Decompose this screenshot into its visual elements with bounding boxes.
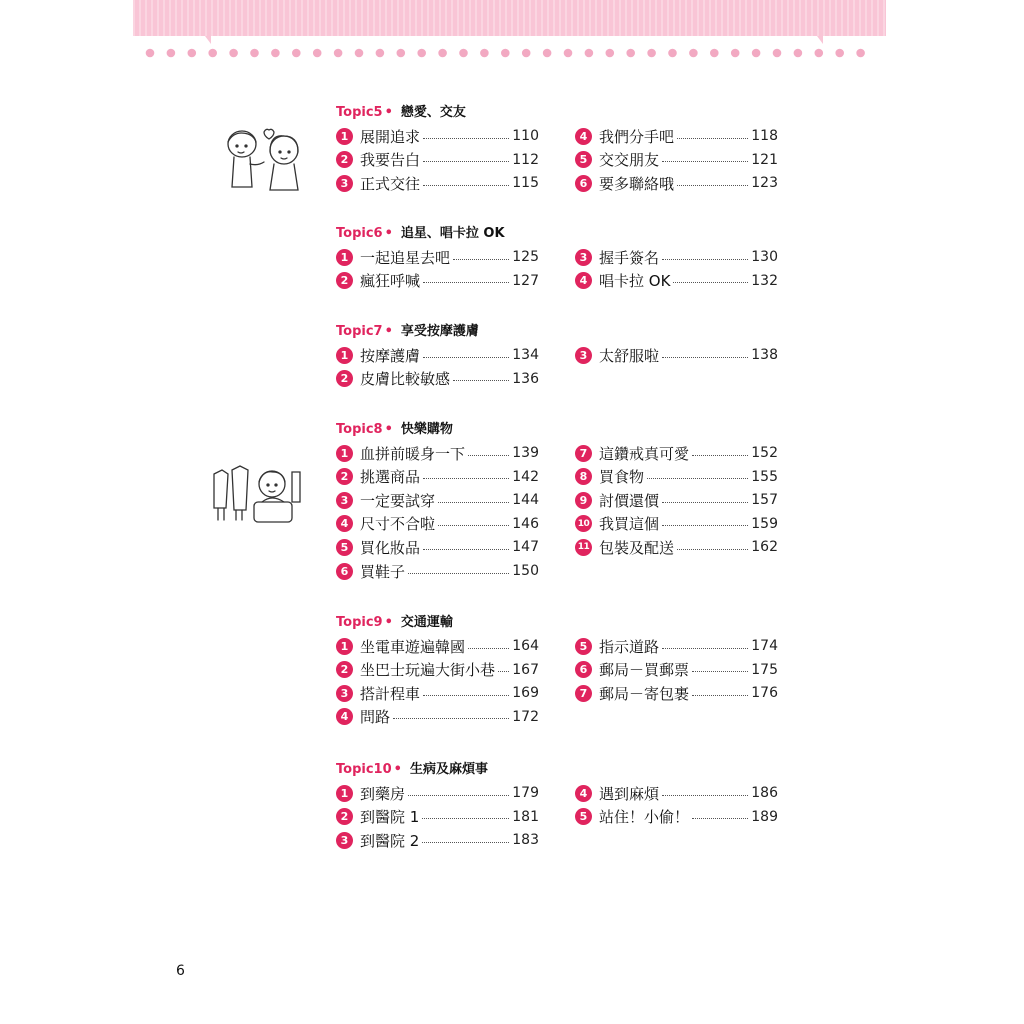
entry-title: 這鑽戒真可愛 bbox=[599, 444, 690, 463]
number-badge: 1 bbox=[336, 638, 353, 655]
number-badge: 3 bbox=[575, 347, 592, 364]
entry-page-number: 142 bbox=[512, 468, 539, 485]
number-badge: 11 bbox=[575, 539, 592, 556]
entry-title: 尺寸不合啦 bbox=[360, 515, 436, 534]
number-badge: 6 bbox=[575, 661, 592, 678]
entry-title: 我買這個 bbox=[599, 515, 660, 534]
entry-page-number: 118 bbox=[751, 128, 778, 144]
entry-title: 問路 bbox=[360, 708, 391, 727]
number-badge: 5 bbox=[336, 539, 353, 556]
entry-title: 太舒服啦 bbox=[599, 346, 660, 365]
border-dot bbox=[480, 49, 489, 58]
entry-title: 皮膚比較敏感 bbox=[360, 370, 451, 389]
topic-title: 交通運輸 bbox=[400, 615, 453, 630]
toc-entry[interactable] bbox=[575, 489, 778, 511]
toc-entry[interactable] bbox=[575, 149, 778, 171]
topic-label: Topic5 bbox=[336, 105, 383, 120]
border-dot bbox=[856, 49, 865, 58]
toc-entry[interactable] bbox=[336, 125, 539, 147]
border-dot bbox=[752, 49, 761, 58]
dot-leader bbox=[468, 455, 509, 456]
dot-leader bbox=[662, 502, 748, 503]
entry-page-number: 144 bbox=[512, 492, 539, 509]
toc-entry[interactable] bbox=[336, 489, 539, 511]
number-badge: 4 bbox=[336, 708, 353, 725]
dot-leader bbox=[423, 549, 509, 550]
border-dot bbox=[292, 49, 301, 58]
entry-title: 唱卡拉 OK bbox=[599, 272, 671, 291]
entry-page-number: 174 bbox=[751, 638, 778, 654]
entry-page-number: 130 bbox=[751, 249, 778, 265]
number-badge: 3 bbox=[336, 685, 353, 702]
toc-entry[interactable] bbox=[336, 536, 539, 558]
toc-entry[interactable] bbox=[336, 706, 539, 728]
border-dot bbox=[167, 49, 176, 58]
border-dot bbox=[606, 49, 615, 58]
entry-page-number: 175 bbox=[751, 661, 778, 678]
number-badge: 6 bbox=[575, 175, 592, 192]
border-dot bbox=[501, 49, 510, 58]
border-dot bbox=[773, 49, 782, 58]
toc-entry[interactable] bbox=[336, 635, 539, 657]
topic-label: Topic9 bbox=[336, 615, 383, 630]
entry-page-number: 169 bbox=[512, 685, 539, 702]
topic-heading bbox=[336, 418, 453, 437]
border-dot bbox=[585, 49, 594, 58]
border-dot bbox=[626, 49, 635, 58]
number-badge: 4 bbox=[575, 785, 592, 802]
toc-entry[interactable] bbox=[575, 682, 778, 704]
topic-heading bbox=[336, 611, 453, 630]
topic-heading bbox=[336, 320, 479, 339]
toc-entry[interactable] bbox=[575, 172, 778, 194]
entry-page-number: 139 bbox=[512, 445, 539, 461]
entry-title: 遇到麻煩 bbox=[599, 784, 660, 803]
dot-leader bbox=[677, 185, 748, 186]
dot-leader bbox=[423, 161, 509, 162]
entry-title: 一定要試穿 bbox=[360, 491, 436, 510]
number-badge: 1 bbox=[336, 785, 353, 802]
border-dot bbox=[689, 49, 698, 58]
border-dot bbox=[229, 49, 238, 58]
dot-leader bbox=[453, 259, 509, 260]
entry-title: 正式交往 bbox=[360, 174, 421, 193]
border-dot bbox=[710, 49, 719, 58]
dot-leader bbox=[662, 648, 748, 649]
entry-title: 包裝及配送 bbox=[599, 538, 675, 557]
toc-entry[interactable] bbox=[336, 806, 539, 828]
dot-leader bbox=[408, 573, 509, 574]
dot-leader bbox=[423, 282, 509, 283]
dot-leader bbox=[468, 648, 509, 649]
entry-title: 要多聯絡哦 bbox=[599, 174, 675, 193]
page-number: 6 bbox=[176, 963, 185, 979]
border-dot bbox=[794, 49, 803, 58]
bullet-icon: • bbox=[384, 324, 393, 339]
dot-leader bbox=[662, 357, 748, 358]
number-badge: 4 bbox=[575, 272, 592, 289]
entry-page-number: 146 bbox=[512, 515, 539, 532]
entry-title: 一起追星去吧 bbox=[360, 248, 451, 267]
toc-entry[interactable] bbox=[575, 344, 778, 366]
number-badge: 10 bbox=[575, 515, 592, 532]
toc-entry[interactable] bbox=[575, 513, 778, 535]
toc-entry[interactable] bbox=[336, 442, 539, 464]
topic-title: 快樂購物 bbox=[400, 422, 453, 437]
entry-page-number: 172 bbox=[512, 708, 539, 725]
border-dot bbox=[647, 49, 656, 58]
entry-title: 搭計程車 bbox=[360, 684, 421, 703]
dot-leader bbox=[662, 259, 748, 260]
entry-title: 指示道路 bbox=[599, 637, 660, 656]
toc-entry[interactable] bbox=[336, 246, 539, 268]
entry-page-number: 112 bbox=[512, 151, 539, 168]
entry-title: 郵局－買郵票 bbox=[599, 661, 690, 680]
entry-title: 按摩護膚 bbox=[360, 346, 421, 365]
bullet-icon: • bbox=[384, 105, 393, 120]
border-dot bbox=[250, 49, 259, 58]
topic-label: Topic10 bbox=[336, 762, 392, 777]
bullet-icon: • bbox=[384, 422, 393, 437]
toc-entry[interactable] bbox=[575, 466, 778, 488]
dot-leader bbox=[423, 138, 509, 139]
border-dot bbox=[417, 49, 426, 58]
number-badge: 7 bbox=[575, 445, 592, 462]
number-badge: 2 bbox=[336, 808, 353, 825]
dot-leader bbox=[692, 818, 748, 819]
entry-title: 血拼前暖身一下 bbox=[360, 444, 466, 463]
number-badge: 2 bbox=[336, 370, 353, 387]
dot-leader bbox=[422, 842, 509, 843]
dot-leader bbox=[423, 357, 509, 358]
entry-title: 坐巴士玩遍大街小巷 bbox=[360, 661, 496, 680]
toc-entry[interactable] bbox=[336, 560, 539, 582]
toc-entry[interactable] bbox=[575, 806, 778, 828]
entry-page-number: 179 bbox=[512, 785, 539, 801]
number-badge: 1 bbox=[336, 347, 353, 364]
topic-title: 生病及麻煩事 bbox=[409, 762, 488, 777]
dot-leader bbox=[662, 525, 748, 526]
toc-entry[interactable] bbox=[336, 513, 539, 535]
topic-heading bbox=[336, 758, 488, 777]
toc-entry[interactable] bbox=[336, 172, 539, 194]
entry-title: 交交朋友 bbox=[599, 151, 660, 170]
border-dot bbox=[459, 49, 468, 58]
dot-leader bbox=[498, 671, 509, 672]
entry-page-number: 176 bbox=[751, 685, 778, 702]
entry-page-number: 167 bbox=[512, 661, 539, 678]
topic-label: Topic6 bbox=[336, 226, 383, 241]
shopping-sketch-icon bbox=[208, 464, 308, 530]
entry-page-number: 136 bbox=[512, 370, 539, 387]
toc-entry[interactable] bbox=[575, 635, 778, 657]
dot-leader bbox=[423, 478, 509, 479]
border-dot bbox=[564, 49, 573, 58]
entry-title: 討價還價 bbox=[599, 491, 660, 510]
entry-title: 握手簽名 bbox=[599, 248, 660, 267]
border-dot bbox=[271, 49, 280, 58]
entry-page-number: 110 bbox=[512, 128, 539, 144]
entry-title: 買化妝品 bbox=[360, 538, 421, 557]
dot-leader bbox=[662, 795, 748, 796]
topic-label: Topic8 bbox=[336, 422, 383, 437]
border-dot bbox=[815, 49, 824, 58]
number-badge: 4 bbox=[575, 128, 592, 145]
number-badge: 6 bbox=[336, 563, 353, 580]
entry-page-number: 155 bbox=[751, 468, 778, 485]
entry-title: 到醫院 1 bbox=[360, 808, 420, 827]
number-badge: 5 bbox=[575, 638, 592, 655]
bullet-icon: • bbox=[393, 762, 402, 777]
entry-page-number: 115 bbox=[512, 175, 539, 192]
dot-leader bbox=[453, 380, 509, 381]
entry-page-number: 123 bbox=[751, 175, 778, 192]
dot-leader bbox=[422, 818, 509, 819]
entry-page-number: 138 bbox=[751, 347, 778, 363]
entry-page-number: 181 bbox=[512, 808, 539, 825]
topic-title: 享受按摩護膚 bbox=[400, 324, 479, 339]
number-badge: 1 bbox=[336, 249, 353, 266]
topic-heading bbox=[336, 222, 505, 241]
toc-entry[interactable] bbox=[336, 659, 539, 681]
dot-leader bbox=[692, 671, 748, 672]
entry-title: 我們分手吧 bbox=[599, 127, 675, 146]
entry-title: 郵局－寄包裹 bbox=[599, 684, 690, 703]
entry-page-number: 150 bbox=[512, 563, 539, 579]
border-dot bbox=[208, 49, 217, 58]
entry-title: 到藥房 bbox=[360, 784, 406, 803]
entry-page-number: 189 bbox=[751, 808, 778, 825]
entry-title: 到醫院 2 bbox=[360, 831, 420, 850]
toc-entry[interactable] bbox=[336, 466, 539, 488]
dot-leader bbox=[423, 185, 509, 186]
dot-leader bbox=[677, 138, 748, 139]
header-band bbox=[133, 0, 886, 36]
entry-page-number: 127 bbox=[512, 272, 539, 289]
border-dot bbox=[313, 49, 322, 58]
number-badge: 3 bbox=[336, 492, 353, 509]
number-badge: 8 bbox=[575, 468, 592, 485]
entry-page-number: 164 bbox=[512, 638, 539, 654]
entry-page-number: 132 bbox=[751, 272, 778, 289]
toc-entry[interactable] bbox=[336, 149, 539, 171]
entry-title: 站住！小偷！ bbox=[599, 808, 690, 827]
toc-entry[interactable] bbox=[575, 246, 778, 268]
number-badge: 1 bbox=[336, 128, 353, 145]
toc-entry[interactable] bbox=[336, 344, 539, 366]
bullet-icon: • bbox=[384, 615, 393, 630]
number-badge: 1 bbox=[336, 445, 353, 462]
border-dot bbox=[397, 49, 406, 58]
toc-entry[interactable] bbox=[336, 682, 539, 704]
toc-entry[interactable] bbox=[575, 659, 778, 681]
speech-tail bbox=[205, 36, 211, 44]
entry-title: 買鞋子 bbox=[360, 562, 406, 581]
topic-heading bbox=[336, 101, 466, 120]
toc-entry[interactable] bbox=[336, 829, 539, 851]
number-badge: 3 bbox=[336, 175, 353, 192]
entry-page-number: 121 bbox=[751, 151, 778, 168]
border-dot bbox=[522, 49, 531, 58]
number-badge: 5 bbox=[575, 151, 592, 168]
border-dot bbox=[835, 49, 844, 58]
entry-title: 坐電車遊遍韓國 bbox=[360, 637, 466, 656]
entry-page-number: 183 bbox=[512, 832, 539, 849]
number-badge: 3 bbox=[575, 249, 592, 266]
dot-leader bbox=[408, 795, 509, 796]
dot-leader bbox=[647, 478, 748, 479]
entry-title: 瘋狂呼喊 bbox=[360, 272, 421, 291]
toc-entry[interactable] bbox=[575, 442, 778, 464]
dot-border bbox=[133, 36, 886, 66]
dot-leader bbox=[662, 161, 748, 162]
number-badge: 7 bbox=[575, 685, 592, 702]
border-dot bbox=[376, 49, 385, 58]
number-badge: 9 bbox=[575, 492, 592, 509]
entry-page-number: 152 bbox=[751, 445, 778, 461]
entry-page-number: 147 bbox=[512, 539, 539, 556]
border-dot bbox=[188, 49, 197, 58]
dot-leader bbox=[423, 695, 509, 696]
toc-entry[interactable] bbox=[575, 782, 778, 804]
entry-page-number: 125 bbox=[512, 249, 539, 265]
toc-entry[interactable] bbox=[575, 536, 778, 558]
dot-leader bbox=[438, 525, 509, 526]
entry-title: 展開追求 bbox=[360, 127, 421, 146]
entry-title: 挑選商品 bbox=[360, 468, 421, 487]
number-badge: 2 bbox=[336, 661, 353, 678]
speech-tail bbox=[817, 36, 823, 44]
dot-leader bbox=[393, 718, 509, 719]
number-badge: 3 bbox=[336, 832, 353, 849]
topic-label: Topic7 bbox=[336, 324, 383, 339]
number-badge: 4 bbox=[336, 515, 353, 532]
dot-leader bbox=[673, 282, 748, 283]
entry-title: 買食物 bbox=[599, 468, 645, 487]
toc-entry[interactable] bbox=[336, 270, 539, 292]
entry-title: 我要告白 bbox=[360, 151, 421, 170]
dot-leader bbox=[677, 549, 748, 550]
number-badge: 5 bbox=[575, 808, 592, 825]
border-dot bbox=[355, 49, 364, 58]
toc-entry[interactable] bbox=[336, 782, 539, 804]
toc-entry[interactable] bbox=[575, 270, 778, 292]
border-dot bbox=[668, 49, 677, 58]
number-badge: 2 bbox=[336, 468, 353, 485]
entry-page-number: 134 bbox=[512, 347, 539, 363]
number-badge: 2 bbox=[336, 272, 353, 289]
toc-entry[interactable] bbox=[336, 368, 539, 390]
bullet-icon: • bbox=[384, 226, 393, 241]
dot-leader bbox=[692, 695, 748, 696]
border-dot bbox=[543, 49, 552, 58]
toc-entry[interactable] bbox=[575, 125, 778, 147]
border-dot bbox=[146, 49, 155, 58]
border-dot bbox=[731, 49, 740, 58]
topic-title: 戀愛、交友 bbox=[400, 105, 466, 120]
entry-page-number: 159 bbox=[751, 515, 778, 532]
border-dot bbox=[334, 49, 343, 58]
dot-leader bbox=[438, 502, 509, 503]
topic-title: 追星、唱卡拉 OK bbox=[400, 226, 505, 241]
entry-page-number: 157 bbox=[751, 492, 778, 509]
border-dot bbox=[438, 49, 447, 58]
couple-sketch-icon bbox=[216, 124, 312, 196]
entry-page-number: 186 bbox=[751, 785, 778, 801]
dot-leader bbox=[692, 455, 748, 456]
entry-page-number: 162 bbox=[751, 539, 778, 556]
number-badge: 2 bbox=[336, 151, 353, 168]
